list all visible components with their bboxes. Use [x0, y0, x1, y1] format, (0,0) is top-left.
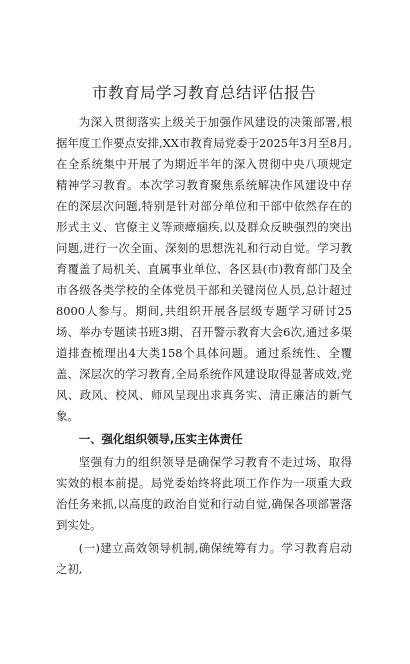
document-title: 市教育局学习教育总结评估报告 — [91, 84, 316, 102]
intro-paragraph: 为深入贯彻落实上级关于加强作风建设的决策部署,根据年度工作要点安排,XX市教育局党委于2025年3月至8月,在全系统集中开展了为期近半年的深入贯彻中央八项规定精神学习教育。本次学习教育聚焦系统解决作风建设中存在的深层次问题,特别是针对部分单位和干部中依然存在的形式主义、官僚主义等顽瘴痼疾,以及群众反映强烈的突出问题,进行一次全面、深刻的思想洗礼和行动自觉。学习教育覆盖了局机关、直属事业单位、各区县(市)教育部门及全市各级各类学校的全体党员干部和关键岗位人员,总计超过8000人参与。期间,共组织开展各层级专题学习研讨25场、举办专题读书班3期、召开警示教育大会6次,通过多渠道排查梳理出4大类158个具体问题。通过系统性、全覆盖、深层次的学习教育,全局系统作风建设取得显著成效,党风、政风、校风、师风呈现出求真务实、清正廉洁的新气象。 — [56, 115, 352, 423]
section-heading-1: 一、强化组织领导,压实主体责任 — [78, 432, 243, 446]
subsection-1-paragraph: (一)建立高效领导机制,确保统筹有力。学习教育启动之初, — [56, 541, 352, 576]
section-1-paragraph: 坚强有力的组织领导是确保学习教育不走过场、取得实效的根本前提。局党委始终将此项工作作为一项重大政治任务来抓,以高度的政治自觉和行动自觉,确保各项部署落到实处。 — [56, 455, 352, 532]
document-page — [0, 84, 410, 664]
